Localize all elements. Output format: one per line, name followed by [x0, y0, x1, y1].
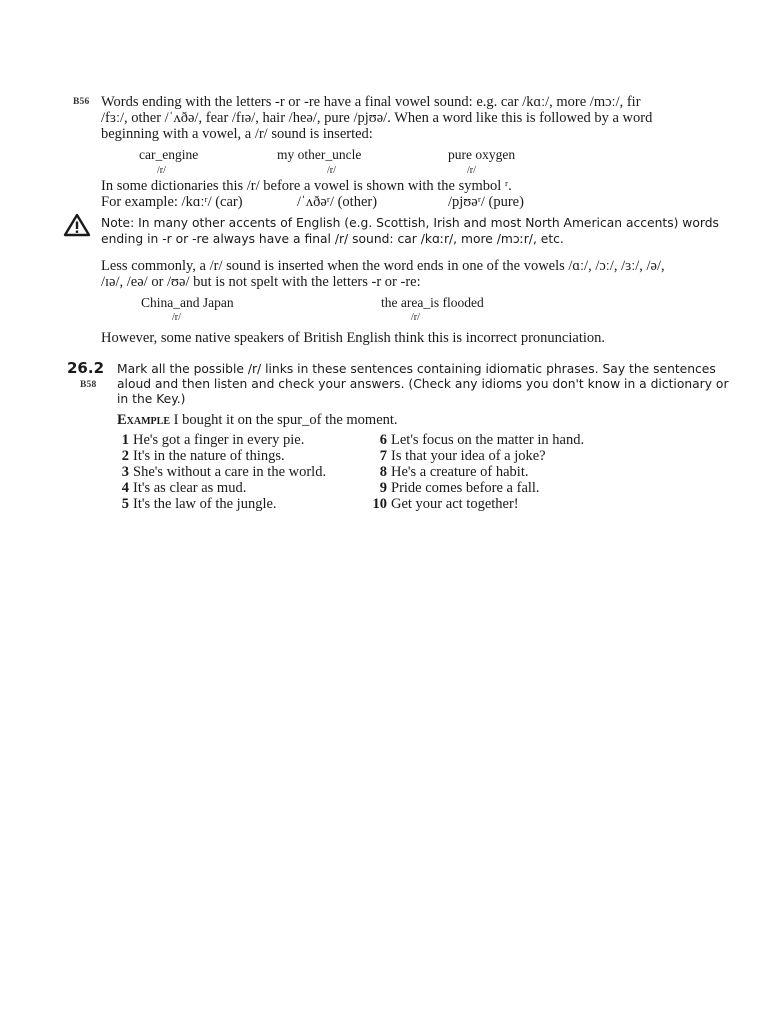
exercise-item [113, 496, 277, 512]
intro-line-3: beginning with a vowel, a /r/ sound is inserted: [101, 126, 373, 142]
instruction-line-2: aloud and then listen and check your answers. (Check any idioms you don't know in a dictionary or [117, 377, 729, 391]
warning-triangle-icon [63, 213, 91, 237]
item-number: 2 [121, 448, 129, 464]
item-text: It's the law of the jungle. [133, 496, 277, 512]
less-commonly-line-2: /ɪə/, /eə/ or /ʊə/ but is not spelt with the letters -r or -re: [101, 274, 421, 290]
item-number: 1 [121, 432, 129, 448]
dictionary-line: In some dictionaries this /r/ before a vowel is shown with the symbol ʳ. [101, 178, 512, 194]
dictionary-example-car: For example: /kɑːʳ/ (car) [101, 194, 243, 210]
however-line: However, some native speakers of British English think this is incorrect pronunciation. [101, 330, 605, 346]
link-example-area-flooded: the area_is flooded [381, 295, 484, 310]
exercise-item [113, 448, 285, 464]
instruction-line-1: Mark all the possible /r/ links in these sentences containing idiomatic phrases. Say the sentences [117, 362, 716, 376]
item-text: It's as clear as mud. [133, 480, 247, 496]
dictionary-example-other: /ˈʌðəʳ/ (other) [297, 194, 378, 210]
link-example-china-japan: China_and Japan [141, 295, 234, 310]
intro-line-2: /fɜː/, other /ˈʌðə/, fear /fɪə/, hair /heə/, pure /pjʊə/. When a word like this is followed by a word [101, 110, 653, 126]
item-text: It's in the nature of things. [133, 448, 285, 464]
example-text: I bought it on the spur_of the moment. [173, 412, 398, 428]
item-number: 7 [379, 448, 387, 464]
item-number: 9 [379, 480, 387, 496]
link-example-car-engine: car_engine [139, 147, 199, 162]
item-text: Let's focus on the matter in hand. [391, 432, 585, 448]
dictionary-example-pure: /pjʊəʳ/ (pure) [448, 194, 524, 210]
item-text: She's without a care in the world. [133, 464, 327, 480]
item-text: He's got a finger in every pie. [133, 432, 305, 448]
item-text: Pride comes before a fall. [391, 480, 540, 496]
item-number: 3 [121, 464, 129, 480]
link-example-other-uncle: my other_uncle [277, 147, 362, 162]
link-mark: /r/ [172, 312, 181, 323]
link-mark: /r/ [327, 165, 336, 176]
item-number: 5 [121, 496, 129, 512]
exercise-item [371, 464, 528, 480]
exercise-item [113, 480, 246, 496]
exercise-item [371, 480, 540, 496]
note-line-2: ending in -r or -re always have a final /r/ sound: car /kɑːr/, more /mɔːr/, etc. [101, 232, 564, 246]
example-row [117, 412, 398, 428]
item-number: 6 [379, 432, 387, 448]
exercise-item [371, 448, 546, 464]
link-mark: /r/ [467, 165, 476, 176]
link-mark: /r/ [411, 312, 420, 323]
less-commonly-line-1: Less commonly, a /r/ sound is inserted when the word ends in one of the vowels /ɑː/, /ɔː/, /ɜː/, /ə/, [101, 258, 665, 274]
example-label: Example [117, 412, 171, 428]
link-example-pure-oxygen: pure oxygen [448, 147, 516, 162]
item-number: 10 [372, 496, 387, 512]
exercise-item [113, 432, 304, 448]
exercise-item [371, 432, 584, 448]
exercise-number: 26.2 [67, 359, 105, 377]
link-mark: /r/ [157, 165, 166, 176]
note-line-1: Note: In many other accents of English (e.g. Scottish, Irish and most North American accents) words [101, 216, 719, 230]
exercise-item [371, 496, 519, 512]
track-tag-b56: B56 [73, 97, 90, 107]
instruction-line-3: in the Key.) [117, 392, 186, 406]
item-text: Is that your idea of a joke? [391, 448, 546, 464]
item-text: He's a creature of habit. [391, 464, 529, 480]
item-number: 4 [121, 480, 129, 496]
track-tag-b58: B58 [80, 380, 97, 390]
intro-line-1: Words ending with the letters -r or -re have a final vowel sound: e.g. car /kɑː/, more /mɔː/, fir [101, 94, 641, 110]
exercise-item [113, 464, 326, 480]
item-number: 8 [379, 464, 387, 480]
item-text: Get your act together! [391, 496, 519, 512]
